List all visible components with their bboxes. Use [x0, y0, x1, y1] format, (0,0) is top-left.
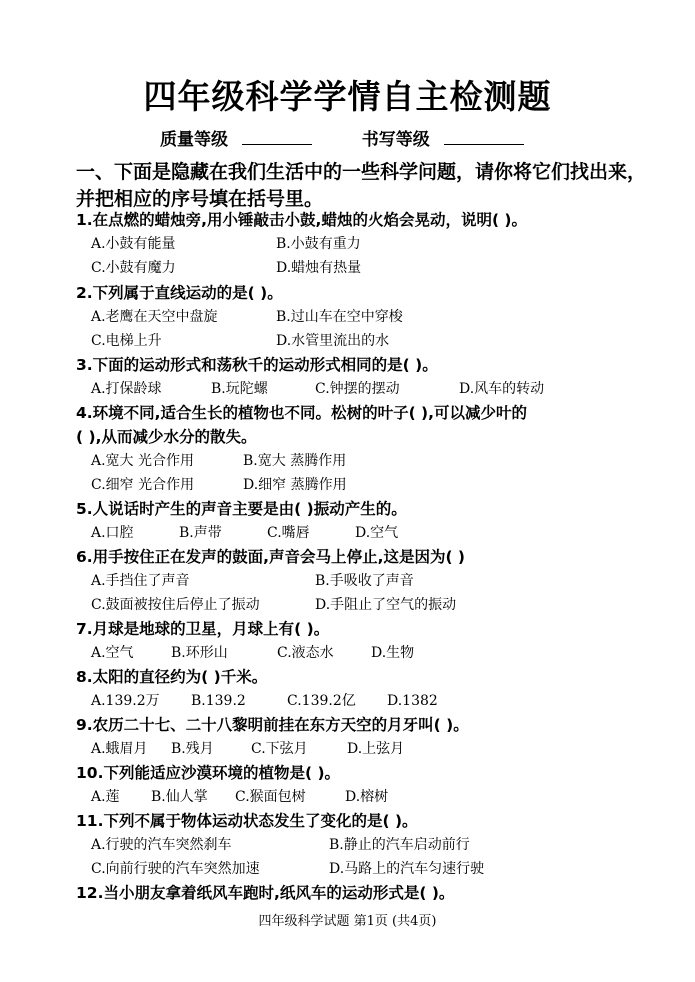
option-a: A.蛾眉月: [91, 741, 148, 757]
option-c: C.嘴唇: [267, 525, 310, 541]
question-2-options-row2: [91, 329, 671, 353]
option-d: D.风车的转动: [459, 381, 545, 397]
question-11-options-row2: [91, 857, 671, 881]
question-8: 8.太阳的直径约为( )千米。: [76, 668, 268, 686]
section-heading-line1: 一、下面是隐藏在我们生活中的一些科学问题，请你将它们找出来，: [76, 161, 647, 183]
question-1: 1.在点燃的蜡烛旁,用小锤敲击小鼓,蜡烛的火焰会晃动，说明( )。: [76, 211, 528, 229]
option-d: D.上弦月: [347, 741, 405, 757]
option-c: C.鼓面被按住后停止了振动: [91, 597, 260, 613]
question-4-options-row1: [91, 449, 671, 473]
question-12: 12.当小朋友拿着纸风车跑时,纸风车的运动形式是( )。: [76, 884, 455, 902]
option-a: A.空气: [91, 645, 134, 661]
option-a: A.手挡住了声音: [91, 573, 190, 589]
option-d: D.蜡烛有热量: [276, 260, 362, 276]
option-d: D.细窄 蒸腾作用: [243, 477, 347, 493]
option-c: C.细窄 光合作用: [91, 477, 195, 493]
option-d: D.1382: [387, 693, 438, 709]
option-a: A.老鹰在天空中盘旋: [91, 309, 218, 325]
option-c: C.钟摆的摆动: [315, 381, 400, 397]
option-b: B.声带: [179, 525, 222, 541]
page-footer: 四年级科学试题 第1页 (共4页): [258, 914, 437, 929]
option-d: D.空气: [355, 525, 399, 541]
option-b: B.仙人掌: [151, 789, 208, 805]
option-c: C.下弦月: [251, 741, 308, 757]
option-b: B.小鼓有重力: [276, 236, 361, 252]
option-c: C.电梯上升: [91, 333, 162, 349]
writing-grade-blank[interactable]: [444, 126, 524, 145]
option-a: A.139.2万: [91, 693, 160, 709]
option-d: D.马路上的汽车匀速行驶: [329, 861, 485, 877]
question-2-options-row1: [91, 305, 671, 329]
question-3-options: [91, 377, 671, 401]
question-4: 4.环境不同,适合生长的植物也不同。松树的叶子( ),可以减少叶的: [76, 404, 528, 422]
option-c: C.向前行驶的汽车突然加速: [91, 861, 260, 877]
question-4-options-row2: [91, 473, 671, 497]
question-6-options-row2: [91, 593, 671, 617]
question-8-options: [91, 689, 671, 713]
option-a: A.行驶的汽车突然刹车: [91, 837, 232, 853]
question-7: 7.月球是地球的卫星，月球上有( )。: [76, 620, 330, 638]
grade-fields: [160, 126, 524, 153]
option-b: B.环形山: [171, 645, 228, 661]
question-1-options-row2: [91, 256, 671, 280]
option-b: B.残月: [171, 741, 214, 757]
option-c: C.猴面包树: [235, 789, 306, 805]
question-6: 6.用手按住正在发声的鼓面,声音会马上停止,这是因为( ): [76, 548, 466, 566]
question-10-options: [91, 785, 671, 809]
option-a: A.小鼓有能量: [91, 236, 176, 252]
quality-grade-blank[interactable]: [242, 126, 312, 145]
option-b: B.静止的汽车启动前行: [329, 837, 470, 853]
option-d: D.榕树: [345, 789, 389, 805]
option-a: A.打保龄球: [91, 381, 162, 397]
question-5: 5.人说话时产生的声音主要是由( )振动产生的。: [76, 500, 407, 518]
option-a: A.莲: [91, 789, 120, 805]
question-3: 3.下面的运动形式和荡秋千的运动形式相同的是( )。: [76, 356, 438, 374]
option-d: D.手阻止了空气的振动: [315, 597, 457, 613]
question-5-options: [91, 521, 671, 545]
option-b: B.宽大 蒸腾作用: [243, 453, 347, 469]
option-b: B.手吸收了声音: [315, 573, 414, 589]
option-c: C.小鼓有魔力: [91, 260, 176, 276]
question-4-continued: ( ),从而减少水分的散失。: [76, 428, 257, 446]
question-2: 2.下列属于直线运动的是( )。: [76, 284, 283, 302]
question-11: 11.下列不属于物体运动状态发生了变化的是( )。: [76, 812, 418, 830]
option-d: D.水管里流出的水: [276, 333, 390, 349]
option-c: C.液态水: [277, 645, 334, 661]
question-6-options-row1: [91, 569, 671, 593]
writing-grade-label: 书写等级: [361, 130, 430, 150]
question-10: 10.下列能适应沙漠环境的植物是( )。: [76, 764, 341, 782]
option-d: D.生物: [371, 645, 415, 661]
option-b: B.玩陀螺: [211, 381, 268, 397]
option-b: B.过山车在空中穿梭: [276, 309, 403, 325]
question-7-options: [91, 641, 671, 665]
question-1-options-row1: [91, 232, 671, 256]
section-heading-line2: 并把相应的序号填在括号里。: [76, 188, 324, 210]
page-title: 四年级科学学情自主检测题: [143, 77, 552, 116]
option-a: A.口腔: [91, 525, 134, 541]
question-9-options: [91, 737, 671, 761]
option-c: C.139.2亿: [287, 693, 356, 709]
question-11-options-row1: [91, 833, 671, 857]
question-9: 9.农历二十七、二十八黎明前挂在东方天空的月牙叫( )。: [76, 716, 469, 734]
quality-grade-label: 质量等级: [160, 130, 228, 150]
option-a: A.宽大 光合作用: [91, 453, 195, 469]
option-b: B.139.2: [191, 693, 246, 709]
